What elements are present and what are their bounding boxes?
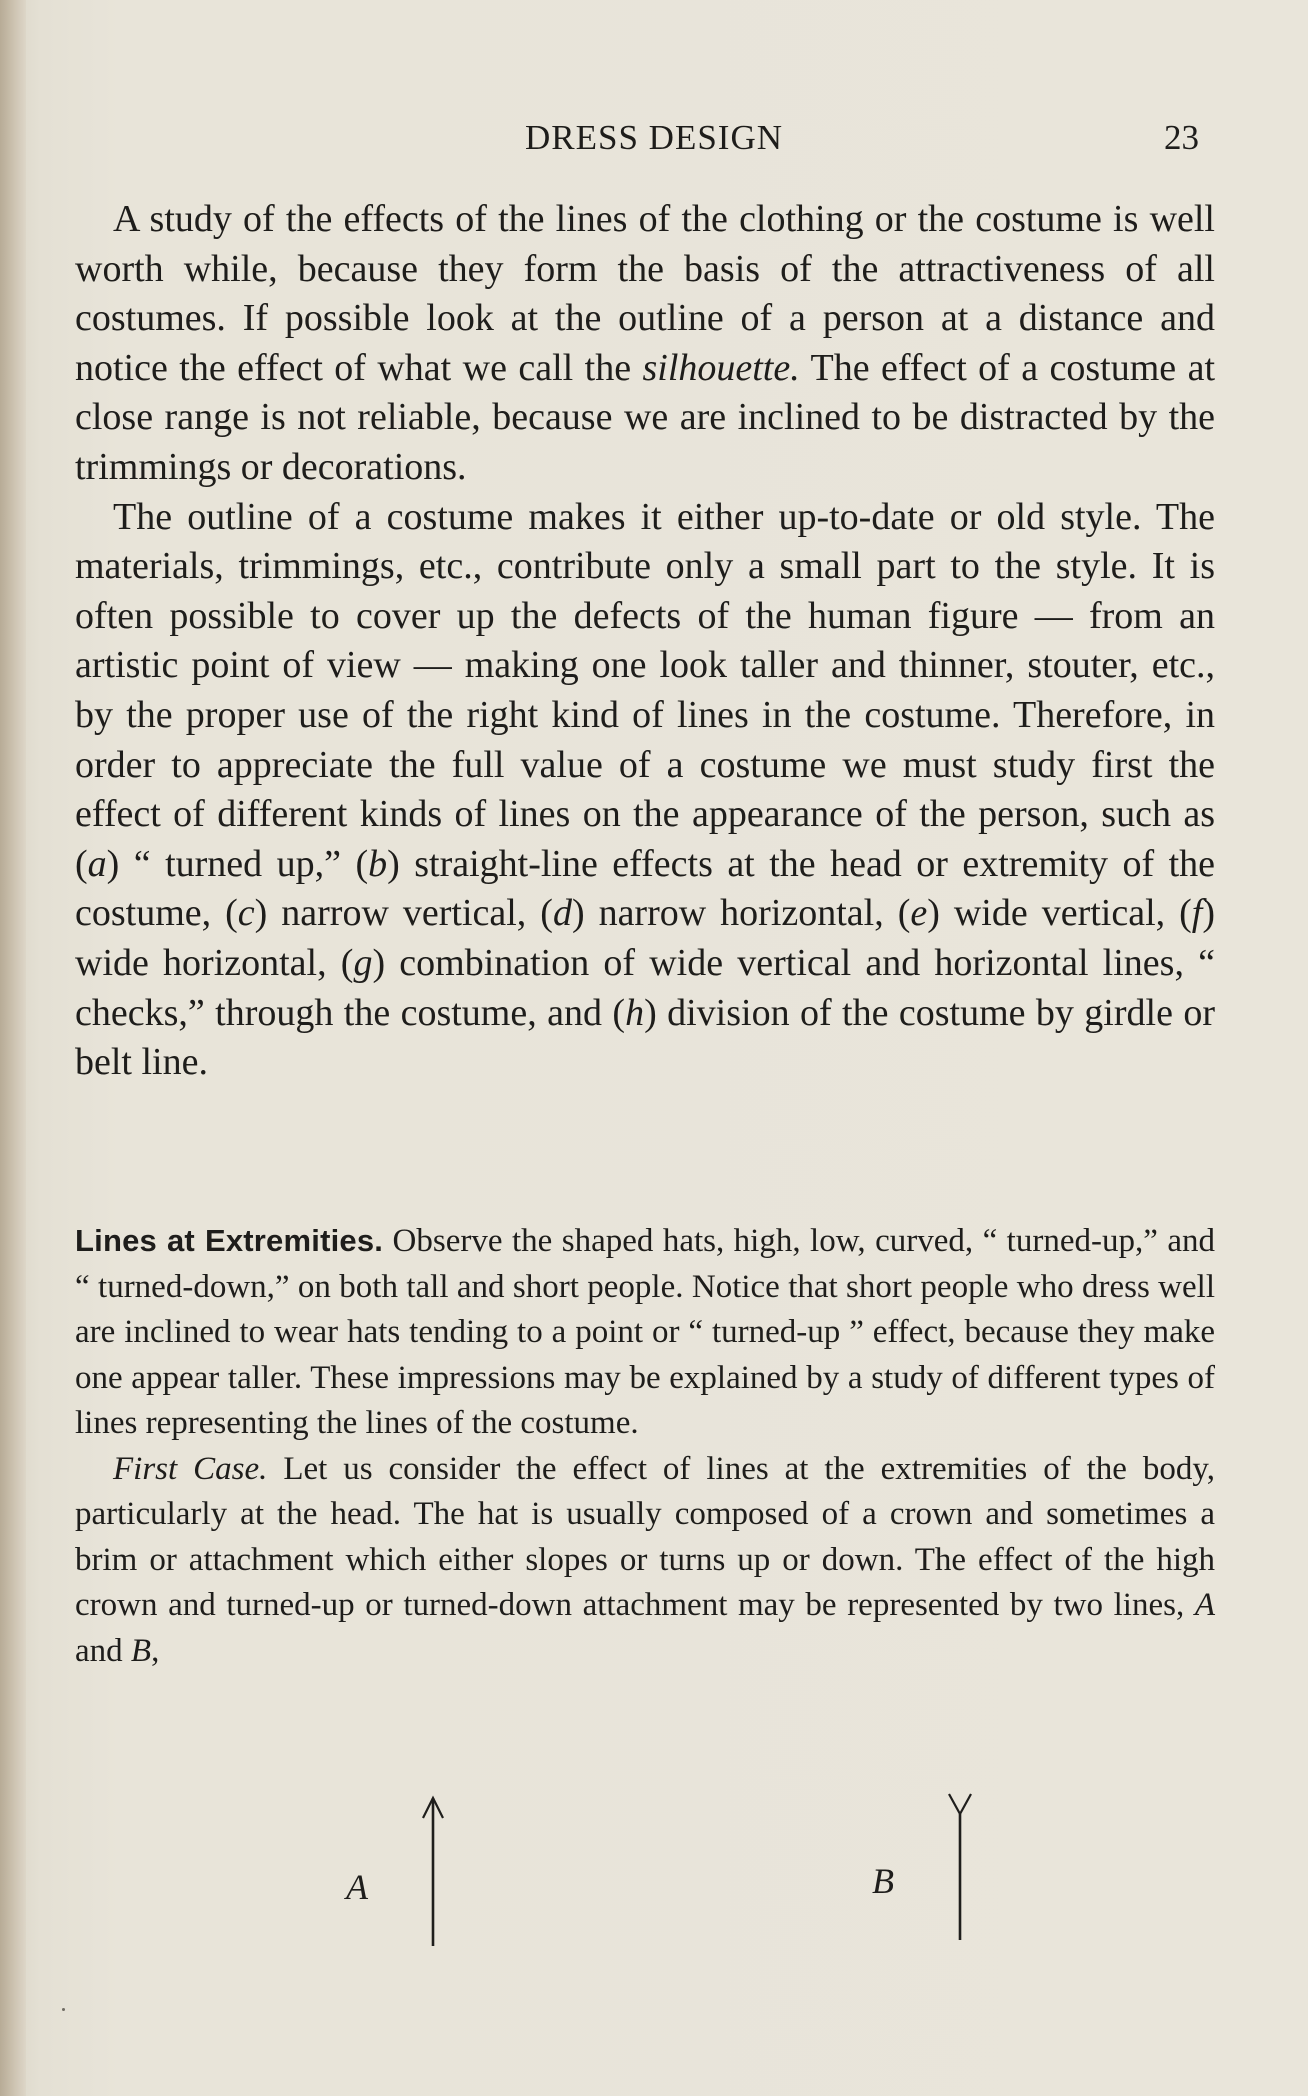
paragraph-outline bbox=[75, 493, 1215, 1088]
figure-reference-a: A bbox=[1194, 1587, 1215, 1623]
paper-speck bbox=[62, 2008, 65, 2011]
list-letter: e bbox=[910, 892, 928, 935]
list-letter: d bbox=[552, 892, 572, 935]
paragraph-text: The effect of a costume at close range is not reliable, because we are inclined to be distracted by the trimmings or decorations. bbox=[75, 346, 1215, 488]
list-letter: g bbox=[353, 941, 373, 984]
case-label: First Case. bbox=[113, 1450, 268, 1487]
arrow-up-line-a bbox=[423, 1798, 443, 1946]
forked-line-b bbox=[949, 1794, 971, 1940]
list-letter: h bbox=[625, 991, 645, 1034]
paragraph-text: ) “ turned up,” ( bbox=[106, 842, 369, 885]
paragraph-text: , bbox=[151, 1632, 160, 1669]
italic-term: silhouette. bbox=[642, 346, 800, 389]
page-number: 23 bbox=[1164, 118, 1199, 157]
label-a: A bbox=[346, 1867, 368, 1907]
running-title: DRESS DESIGN bbox=[524, 118, 783, 157]
line-diagram-svg bbox=[0, 1790, 1308, 1960]
list-letter: b bbox=[368, 842, 388, 885]
list-letter: f bbox=[1191, 892, 1203, 935]
label-b: B bbox=[872, 1861, 894, 1901]
paragraph-text: ) narrow vertical, ( bbox=[254, 892, 553, 935]
paragraph-text: Observe the shaped hats, high, low, curved, “ turned-up,” and “ turned-down,” on both tall and short people. Notice that short people who dress well are inclined to wear hats tending to a point or “ turned-up ” effect, because they make one appear taller. These impressions may be explained by a study of different types of lines representing the lines of the costume. bbox=[75, 1223, 1215, 1441]
page-spine-shadow bbox=[0, 0, 26, 2096]
line-diagram bbox=[0, 1790, 1308, 1960]
section-heading: Lines at Extremities. bbox=[75, 1223, 384, 1258]
section-lines-at-extremities bbox=[75, 1218, 1215, 1674]
paragraph-text: ) wide vertical, ( bbox=[927, 892, 1192, 935]
paragraph-text: ) narrow horizontal, ( bbox=[571, 892, 911, 935]
paragraph-hats bbox=[75, 1218, 1215, 1447]
paragraph-text: The outline of a costume makes it either up-to-date or old style. The materials, trimmings, etc., contribute only a small part to the style. It is often possible to cover up the defects of the human figure — from an artistic point of view — making one look taller and thinner, stouter, etc., by the proper use of the right kind of lines in the costume. Therefore, in order to appreciate the full value of a costume we must study first the effect of different kinds of lines on the appearance of the person, such as ( bbox=[75, 495, 1215, 885]
paragraph-text: ) division of the costume by girdle or belt line. bbox=[75, 991, 1215, 1084]
main-body-text bbox=[75, 195, 1215, 1088]
list-letter: a bbox=[87, 842, 107, 885]
running-head bbox=[0, 118, 1308, 162]
paragraph-first-case bbox=[75, 1447, 1215, 1675]
paragraph-text: A study of the effects of the lines of the clothing or the costume is well worth while, because they form the basis of the attractiveness of all costumes. If possible look at the outline of a person at a distance and notice the effect of what we call the bbox=[75, 198, 1215, 389]
list-letter: c bbox=[237, 892, 255, 935]
paragraph-text: and bbox=[75, 1632, 131, 1669]
figure-reference-b: B bbox=[130, 1632, 152, 1669]
paragraph-text: ) combination of wide vertical and horizontal lines, “ checks,” through the costume, and ( bbox=[75, 941, 1215, 1034]
paragraph-text: Let us consider the effect of lines at the extremities of the body, particularly at the head. The hat is usually composed of a crown and sometimes a brim or attachment which either slopes or turns up or down. The effect of the high crown and turned-up or turned-down attachment may be represented by two lines, bbox=[75, 1450, 1215, 1623]
paragraph-text: ) wide horizontal, ( bbox=[75, 892, 1215, 984]
paragraph-silhouette bbox=[75, 195, 1215, 493]
paragraph-text: ) straight-line effects at the head or extremity of the costume, ( bbox=[75, 842, 1215, 935]
